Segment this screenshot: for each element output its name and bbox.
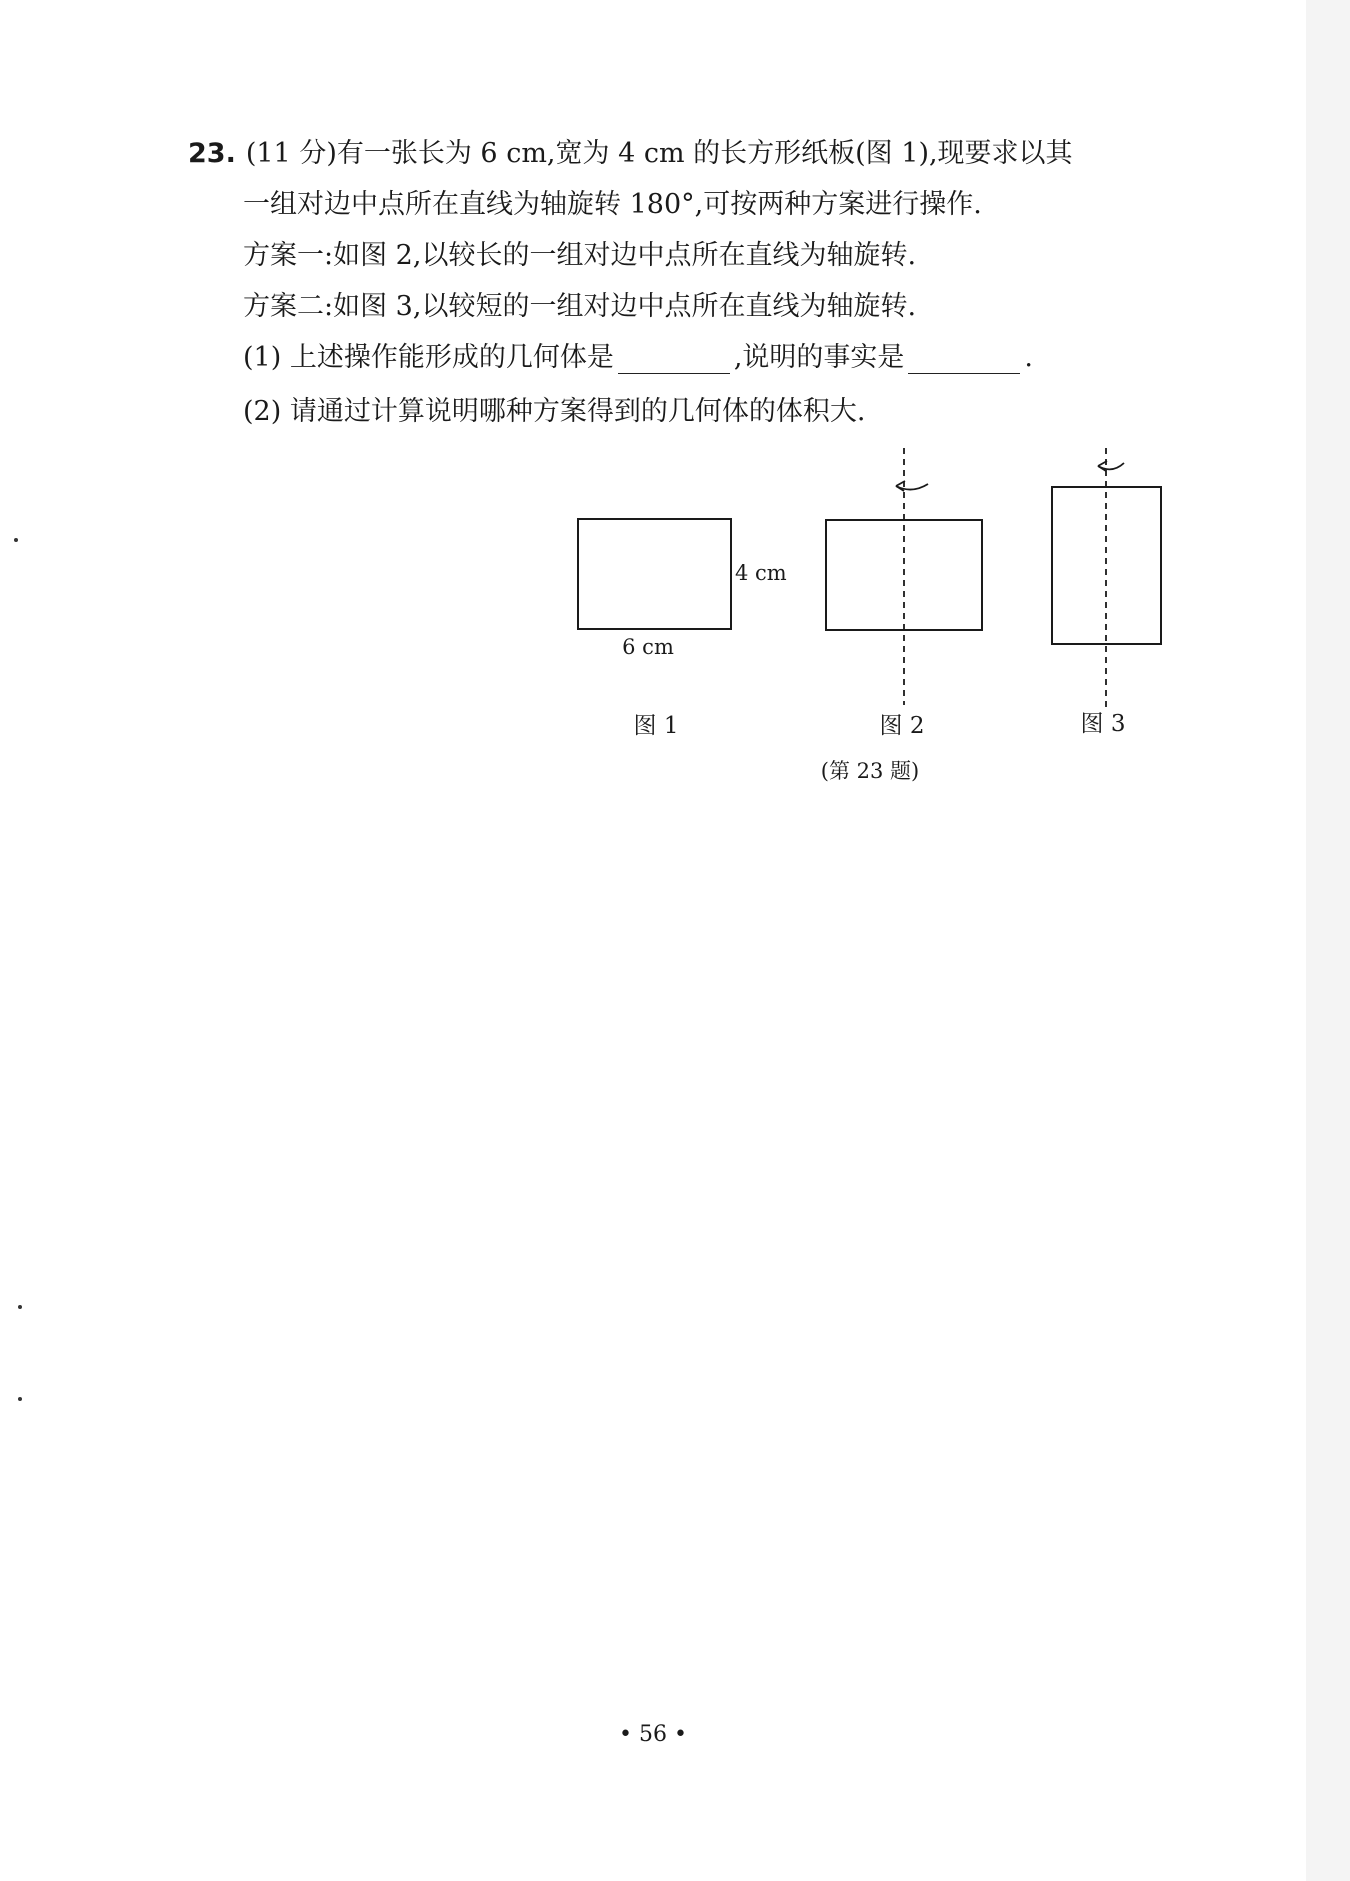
fig1-width-label: 6 cm bbox=[622, 635, 674, 659]
figure-group-caption: (第 23 题) bbox=[820, 759, 920, 783]
plan-one: 方案一:如图 2,以较长的一组对边中点所在直线为轴旋转. bbox=[243, 240, 917, 271]
scan-speck bbox=[18, 1397, 22, 1401]
fig1-height-label: 4 cm bbox=[735, 561, 787, 585]
sub-question-2: (2) 请通过计算说明哪种方案得到的几何体的体积大. bbox=[243, 396, 866, 427]
question-line-2: 一组对边中点所在直线为轴旋转 180°,可按两种方案进行操作. bbox=[243, 189, 982, 220]
scan-speck bbox=[18, 1305, 22, 1309]
fig3-caption: 图 3 bbox=[1080, 711, 1126, 737]
question-number: 23. bbox=[188, 138, 236, 169]
plan-two: 方案二:如图 3,以较短的一组对边中点所在直线为轴旋转. bbox=[243, 291, 917, 322]
fig2-caption: 图 2 bbox=[879, 713, 925, 739]
question-text-1: (11 分)有一张长为 6 cm,宽为 4 cm 的长方形纸板(图 1),现要求以其 bbox=[245, 138, 1073, 169]
fig1-caption: 图 1 bbox=[633, 713, 679, 739]
sub-question-1-text-c: . bbox=[1024, 342, 1034, 373]
scan-speck bbox=[14, 538, 18, 542]
fig3-rectangle bbox=[1052, 487, 1161, 644]
sub-question-1-text-a: (1) 上述操作能形成的几何体是 bbox=[243, 342, 614, 373]
sub-question-1-text-b: ,说明的事实是 bbox=[733, 342, 905, 373]
page-number: • 56 • bbox=[619, 1722, 687, 1747]
fig1-rectangle bbox=[578, 519, 731, 629]
